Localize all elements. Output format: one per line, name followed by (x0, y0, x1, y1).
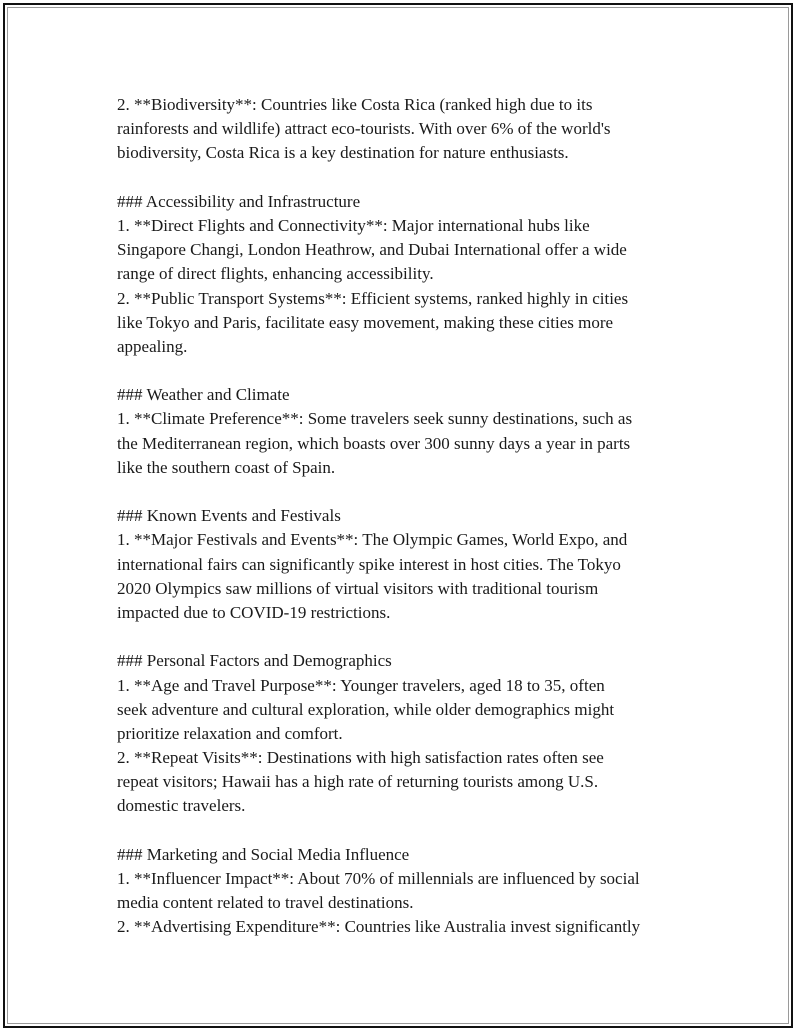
text-line: like Tokyo and Paris, facilitate easy movement, making these cities more (117, 312, 614, 332)
text-line: rainforests and wildlife) attract eco-tourists. With over 6% of the world's (117, 119, 611, 139)
text-line: 1. **Major Festivals and Events**: The Olympic Games, World Expo, and (117, 530, 628, 550)
text-line: repeat visitors; Hawaii has a high rate of returning tourists among U.S. (117, 772, 599, 792)
text-line: media content related to travel destinations. (117, 893, 414, 913)
text-line: seek adventure and cultural exploration, while older demographics might (117, 699, 615, 719)
text-line: 2. **Repeat Visits**: Destinations with high satisfaction rates often see (117, 748, 604, 768)
section-biodiversity (117, 93, 717, 166)
section-heading: ### Accessibility and Infrastructure (117, 191, 361, 211)
text-line: 2020 Olympics saw millions of virtual visitors with traditional tourism (117, 578, 599, 598)
text-line: 2. **Biodiversity**: Countries like Costa Rica (ranked high due to its (117, 95, 593, 114)
text-line: domestic travelers. (117, 796, 246, 816)
text-line: impacted due to COVID-19 restrictions. (117, 602, 391, 622)
text-line: 1. **Direct Flights and Connectivity**: Major international hubs like (117, 215, 590, 235)
section-weather (117, 383, 717, 480)
section-heading: ### Known Events and Festivals (117, 506, 341, 526)
paragraph-spacer (117, 819, 717, 843)
paragraph-spacer (117, 480, 717, 504)
document-body (117, 93, 717, 940)
section-accessibility (117, 190, 717, 359)
section-events (117, 504, 717, 625)
text-line: biodiversity, Costa Rica is a key destination for nature enthusiasts. (117, 143, 569, 163)
text-line: the Mediterranean region, which boasts over 300 sunny days a year in parts (117, 433, 631, 453)
text-line: 1. **Influencer Impact**: About 70% of millennials are influenced by social (117, 869, 640, 888)
section-marketing (117, 843, 717, 940)
paragraph-spacer (117, 166, 717, 190)
section-demographics (117, 649, 717, 818)
text-line: 1. **Age and Travel Purpose**: Younger travelers, aged 18 to 35, often (117, 675, 605, 695)
section-heading: ### Personal Factors and Demographics (117, 651, 392, 671)
text-line: like the southern coast of Spain. (117, 457, 336, 477)
text-line: prioritize relaxation and comfort. (117, 723, 343, 743)
text-line: appealing. (117, 336, 188, 356)
text-line: range of direct flights, enhancing accessibility. (117, 264, 434, 284)
paragraph-spacer (117, 359, 717, 383)
paragraph-spacer (117, 625, 717, 649)
section-heading: ### Marketing and Social Media Influence (117, 844, 410, 864)
text-line: 2. **Public Transport Systems**: Efficient systems, ranked highly in cities (117, 288, 629, 308)
text-line: 2. **Advertising Expenditure**: Countries like Australia invest significantly (117, 917, 641, 937)
text-line: 1. **Climate Preference**: Some travelers seek sunny destinations, such as (117, 409, 633, 429)
text-line: international fairs can significantly spike interest in host cities. The Tokyo (117, 554, 621, 574)
text-line: Singapore Changi, London Heathrow, and Dubai International offer a wide (117, 240, 627, 260)
section-heading: ### Weather and Climate (117, 385, 290, 405)
